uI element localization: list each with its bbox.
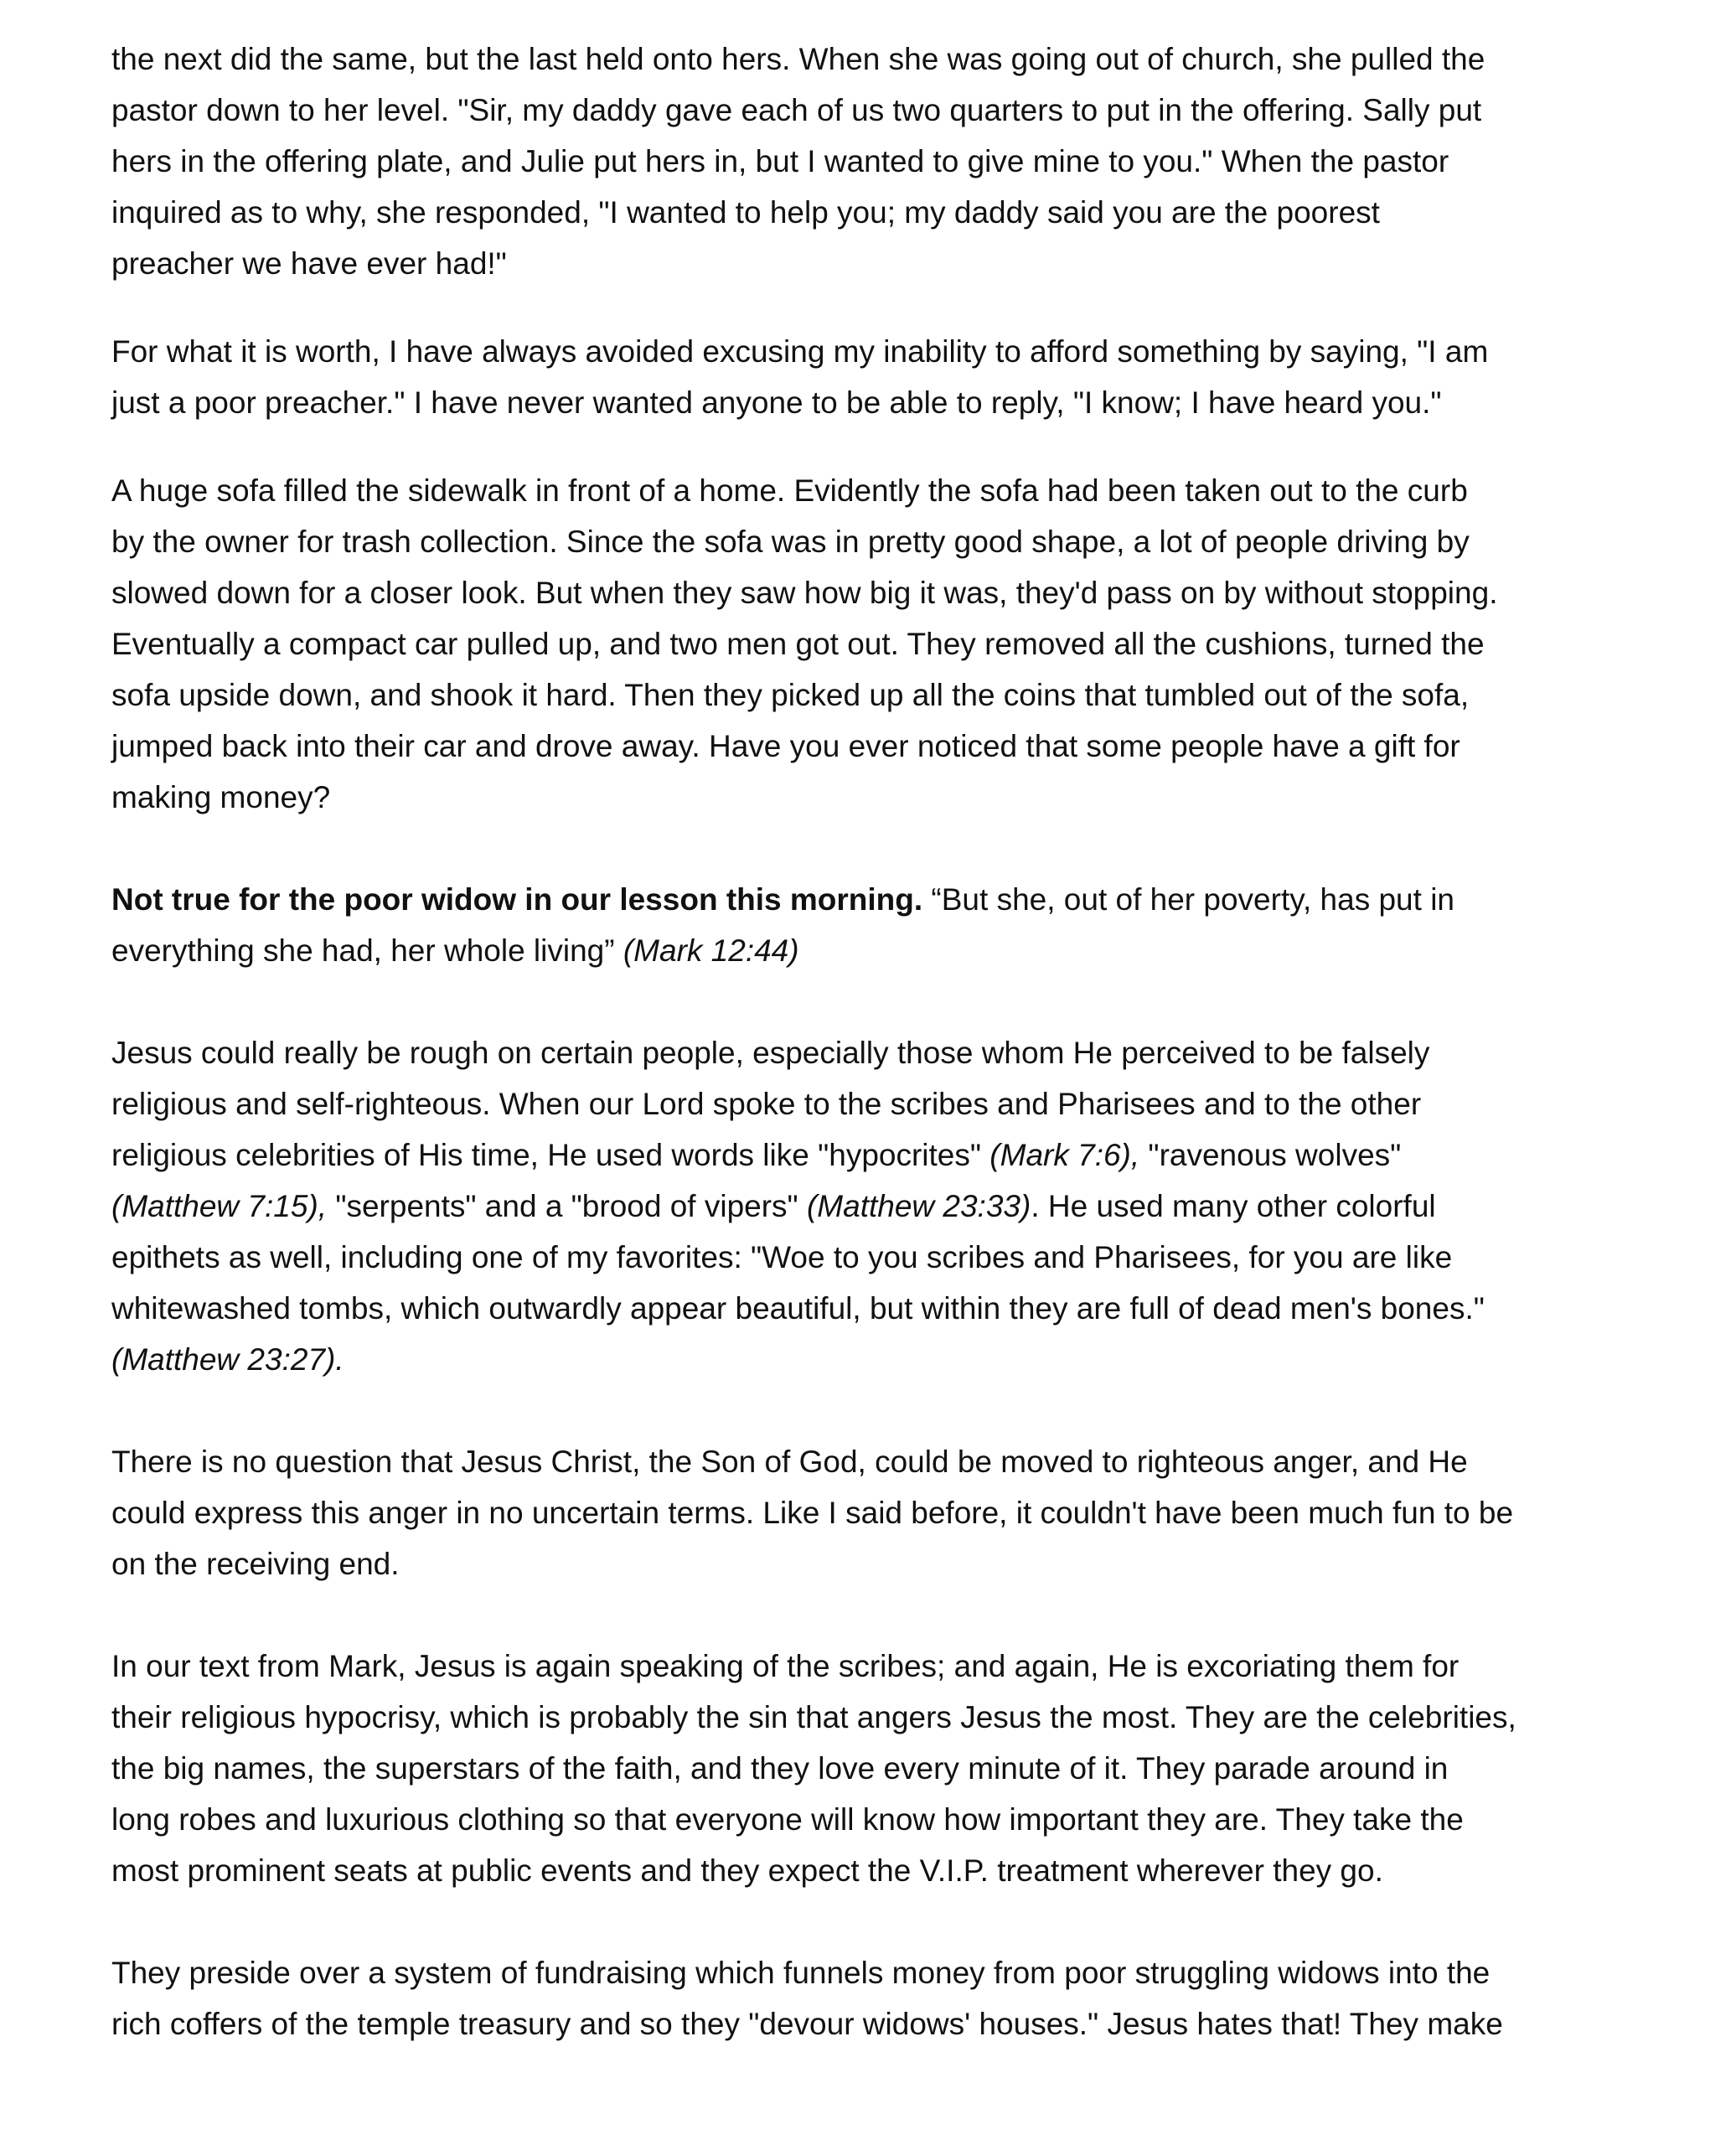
- text-line: Jesus could really be rough on certain people, especially those whom He perceived to be falsely: [111, 1036, 1430, 1070]
- text-line: most prominent seats at public events and they expect the V.I.P. treatment wherever they go.: [111, 1853, 1383, 1888]
- text-line: long robes and luxurious clothing so that everyone will know how important they are. They take the: [111, 1802, 1464, 1837]
- paragraph-poor-widow: [111, 874, 1636, 976]
- paragraph-spacer: [111, 976, 1636, 1027]
- scripture-reference: (Matthew 23:33): [806, 1189, 1031, 1223]
- text-line: pastor down to her level. "Sir, my daddy gave each of us two quarters to put in the offering. Sally put: [111, 93, 1482, 127]
- text-line: preacher we have ever had!": [111, 246, 507, 281]
- paragraph-spacer: [111, 1589, 1636, 1641]
- scripture-reference: (Mark 12:44): [623, 933, 799, 968]
- text-line: A huge sofa filled the sidewalk in front of a home. Evidently the sofa had been taken out to the curb: [111, 473, 1468, 508]
- paragraph-spacer: [111, 1896, 1636, 1947]
- quote-text: “But she, out of her poverty, has put in: [922, 882, 1454, 917]
- scripture-reference: (Matthew 7:15),: [111, 1189, 328, 1223]
- text-line: slowed down for a closer look. But when they saw how big it was, they'd pass on by without stopping.: [111, 576, 1498, 610]
- body-text: . He used many other colorful: [1031, 1189, 1436, 1223]
- paragraph-spacer: [111, 428, 1636, 465]
- document-body: [111, 34, 1636, 2049]
- text-line: inquired as to why, she responded, "I wanted to help you; my daddy said you are the poorest: [111, 195, 1380, 230]
- paragraph-righteous-anger: [111, 1436, 1636, 1589]
- text-line: rich coffers of the temple treasury and so they "devour widows' houses." Jesus hates that! They make: [111, 2007, 1503, 2041]
- body-text: "ravenous wolves": [1139, 1138, 1402, 1172]
- paragraph-scribes: [111, 1641, 1636, 1896]
- quote-text: everything she had, her whole living”: [111, 933, 623, 968]
- text-line: In our text from Mark, Jesus is again speaking of the scribes; and again, He is excoriating them for: [111, 1649, 1460, 1683]
- text-line: whitewashed tombs, which outwardly appear beautiful, but within they are full of dead men's bones.": [111, 1291, 1485, 1326]
- text-line: Eventually a compact car pulled up, and two men got out. They removed all the cushions, turned the: [111, 627, 1485, 661]
- text-line: making money?: [111, 780, 331, 814]
- text-line: religious and self-righteous. When our Lord spoke to the scribes and Pharisees and to the other: [111, 1087, 1422, 1121]
- text-line: For what it is worth, I have always avoided excusing my inability to afford something by saying, "I am: [111, 334, 1489, 369]
- text-line: [111, 1181, 1636, 1232]
- text-line: [111, 925, 1636, 976]
- text-line: just a poor preacher." I have never wanted anyone to be able to reply, "I know; I have heard you.": [111, 385, 1442, 420]
- text-line: jumped back into their car and drove away. Have you ever noticed that some people have a gift for: [111, 729, 1460, 763]
- text-line: the next did the same, but the last held onto hers. When she was going out of church, she pulled the: [111, 42, 1485, 76]
- text-line: There is no question that Jesus Christ, the Son of God, could be moved to righteous anger, and He: [111, 1445, 1468, 1479]
- body-text: religious celebrities of His time, He used words like "hypocrites": [111, 1138, 990, 1172]
- text-line: sofa upside down, and shook it hard. Then they picked up all the coins that tumbled out of the sofa,: [111, 678, 1470, 712]
- paragraph-jesus-rough: [111, 1027, 1636, 1385]
- text-line: by the owner for trash collection. Since the sofa was in pretty good shape, a lot of people driving by: [111, 525, 1470, 559]
- paragraph-spacer: [111, 289, 1636, 326]
- text-line: their religious hypocrisy, which is probably the sin that angers Jesus the most. They are the celebrities,: [111, 1700, 1516, 1734]
- text-line: hers in the offering plate, and Julie put hers in, but I wanted to give mine to you." When the pastor: [111, 144, 1449, 178]
- paragraph-spacer: [111, 823, 1636, 874]
- scripture-reference: (Matthew 23:27).: [111, 1342, 344, 1377]
- paragraph-spacer: [111, 1385, 1636, 1436]
- text-line: [111, 874, 1636, 925]
- scripture-reference: (Mark 7:6),: [989, 1138, 1140, 1172]
- text-line: on the receiving end.: [111, 1547, 400, 1581]
- paragraph-fundraising: [111, 1947, 1636, 2049]
- text-line: [111, 1334, 1636, 1385]
- text-line: epithets as well, including one of my favorites: "Woe to you scribes and Pharisees, for you are like: [111, 1240, 1453, 1274]
- text-line: the big names, the superstars of the faith, and they love every minute of it. They parade around in: [111, 1751, 1449, 1786]
- text-line: [111, 1129, 1636, 1181]
- paragraph-poor-preacher: [111, 326, 1636, 428]
- text-line: could express this anger in no uncertain terms. Like I said before, it couldn't have been much fun to be: [111, 1496, 1514, 1530]
- bold-lead-text: Not true for the poor widow in our lesson this morning.: [111, 882, 923, 917]
- paragraph-pastor-story: [111, 34, 1636, 289]
- paragraph-sofa-story: [111, 465, 1636, 823]
- text-line: They preside over a system of fundraising which funnels money from poor struggling widows into the: [111, 1956, 1491, 1990]
- body-text: "serpents" and a "brood of vipers": [327, 1189, 807, 1223]
